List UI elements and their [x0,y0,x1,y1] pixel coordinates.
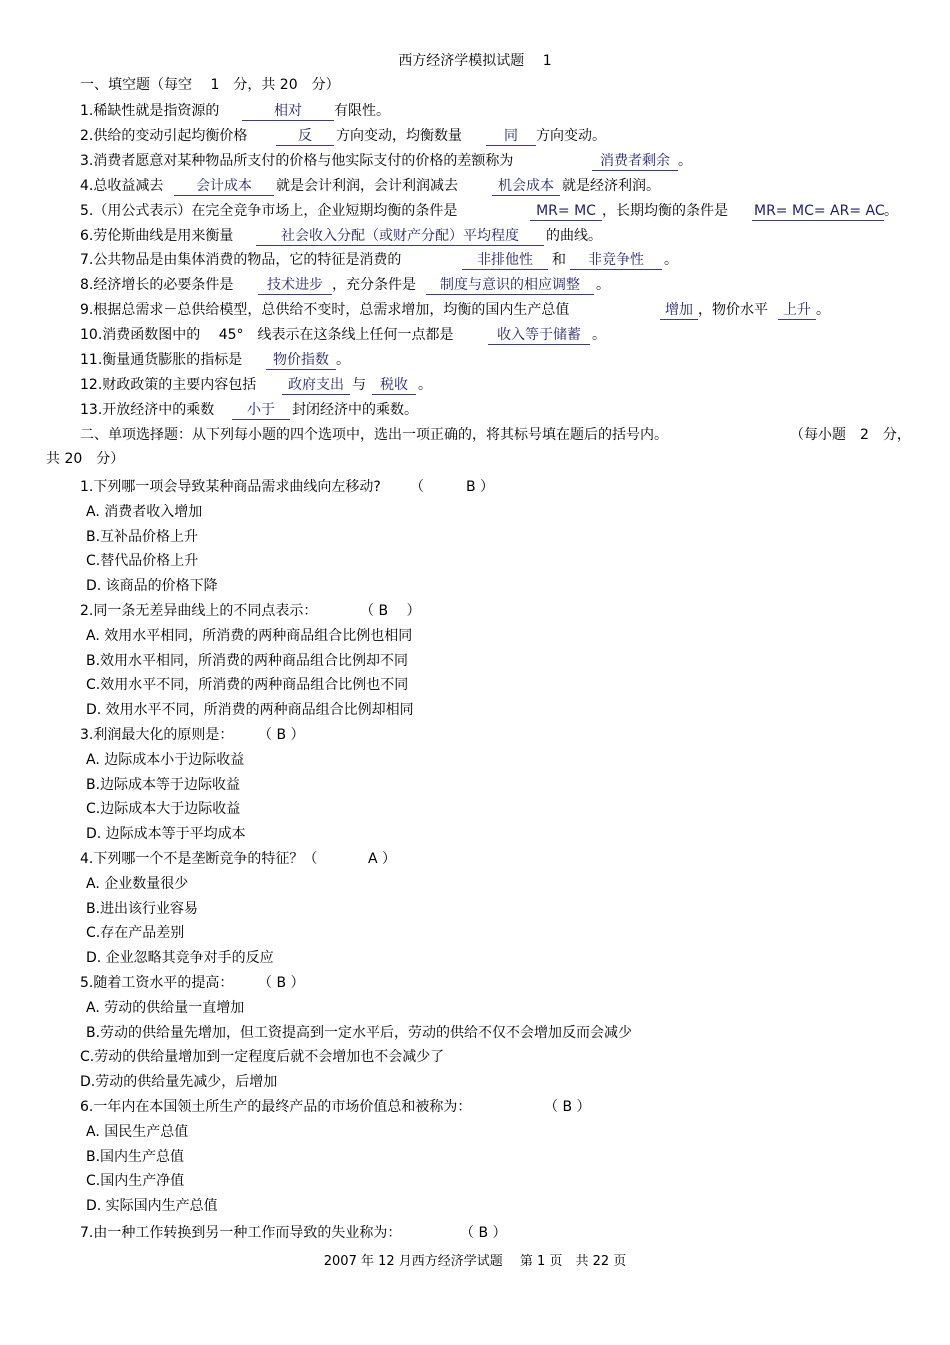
question-text: 7.由一种工作转换到另一种工作而导致的失业称为： [80,1225,402,1241]
option: B.国内生产总值 [86,1149,185,1165]
answer-blank: 制度与意识的相应调整 [426,276,594,295]
question-answer: （ B ） [460,1225,507,1241]
option: C.边际成本大于边际收益 [86,801,241,817]
answer-blank: 同 [486,127,536,146]
option: A. 边际成本小于边际收益 [86,752,245,768]
question-answer: A ） [368,851,397,867]
answer-blank: 小于 [232,401,290,420]
question-answer: （ B ） [410,479,495,495]
section2-heading-right: （每小题 2 分， [790,427,911,443]
answer-blank: 收入等于储蓄 [488,326,590,345]
answer-blank: 非排他性 [462,251,548,270]
page-title: 西方经济学模拟试题 1 [398,53,552,69]
answer-blank: 反 [276,127,334,146]
option: A. 劳动的供给量一直增加 [86,1000,245,1016]
question-text: 1.下列哪一项会导致某种商品需求曲线向左移动? [80,479,381,495]
answer-blank: 相对 [242,102,334,121]
question-text: 4.下列哪一个不是垄断竞争的特征？（ [80,851,318,867]
option: A. 国民生产总值 [86,1124,189,1140]
option: C.劳动的供给量增加到一定程度后就不会增加也不会减少了 [80,1049,445,1065]
question-answer: （ B ） [258,727,305,743]
option: A. 企业数量很少 [86,876,189,892]
answer-blank: 上升 [778,301,816,320]
option: B.互补品价格上升 [86,529,199,545]
answer-blank: 税收 [372,376,416,395]
answer-blank: 消费者剩余 [592,152,678,171]
answer-blank: 会计成本 [174,177,274,196]
answer-blank: 物价指数 [266,351,336,370]
option: B.劳动的供给量先增加，但工资提高到一定水平后，劳动的供给不仅不会增加反而会减少 [86,1025,633,1041]
option: C.效用水平不同，所消费的两种商品组合比例也不同 [86,677,409,693]
question-text: 6.一年内在本国领土所生产的最终产品的市场价值总和被称为： [80,1099,472,1115]
question-text: 3.利润最大化的原则是： [80,727,234,743]
answer-blank: 技术进步 [258,276,332,295]
question-answer: （ B ） [258,975,305,991]
answer-blank: MR= MC= AR= AC [754,203,885,219]
answer-blank: MR= MC [530,202,602,221]
option: C.替代品价格上升 [86,553,199,569]
section2-heading: 二、单项选择题：从下列每小题的四个选项中，选出一项正确的，将其标号填在题后的括号内。 [80,427,668,443]
option: D. 实际国内生产总值 [86,1198,218,1214]
section1-heading: 一、填空题（每空 1 分，共 20 分） [80,77,340,93]
option: D.劳动的供给量先减少，后增加 [80,1074,278,1090]
option: B.边际成本等于边际收益 [86,777,241,793]
exam-page: 西方经济学模拟试题 1 一、填空题（每空 1 分，共 20 分） 1.稀缺性就是指资源的 相对 有限性。 2.供给的变动引起均衡价格 反 方向变动，均衡数量 同 方向变动。 3.消费者愿意对某种物品所支付的价格与他实际支付的价格的差额称为 消费者剩余 。 4.总收益减去 会计成本 就是会计利润，会计利润减去 机会成本 就是经济利润。 5.（用公式表示）在完全竞争市场上，企业短期均衡的条件是 MR= MC ，长期均衡的条件是 MR= MC= AR= AC 。 6.劳伦斯曲线是用来衡量 社会收入分配（或财产分配）平均程度 的曲线。 7.公共物品是由集体消费的物品，它的特征是消费的 非排他性 和 非竞争性 。 8.经济增长的必要条件是 技术进步 ，充分条件是 制度与意识的相应调整 。 9.根据总需求－总供给模型，总供给不变时，总需求增加，均衡的国内生产总值 增加 ，物价水平 上升 。 10.消费函数图中的 45° 线表示在这条线上任何一点都是 收入等于储蓄 。 11.衡量通货膨胀的指标是 物价指数 。 12.财政政策的主要内容包括 政府支出 与 税收 。 13.开放经济中的乘数 小于 封闭经济中的乘数。 二、单项选择题：从下列每小题的四个选项中，选出一项正确的，将其标号填在题后的括号内。 （每小题 2 分， 共 20 分） 1.下列哪一项会导致某种商品需求曲线向左移动? （ B ） A. 消费者收入增加 B.互补品价格上升 C.替代品价格上升 D. 该商品的价格下降 2.同一条无差异曲线上的不同点表示： （ B ） A. 效用水平相同，所消费的两种商品组合比例也相同 B.效用水平相同，所消费的两种商品组合比例却不同 C.效用水平不同，所消费的两种商品组合比例也不同 D. 效用水平不同，所消费的两种商品组合比例却相同 3.利润最大化的原则是： （ B ） A. 边际成本小于边际收益 B.边际成本等于边际收益 C.边际成本大于边际收益 D. 边际成本等于平均成本 4.下列哪一个不是垄断竞争的特征？（ A ） A. 企业数量很少 B.进出该行业容易 C.存在产品差别 D. 企业忽略其竞争对手的反应 5.随着工资水平的提高： （ B ） A. 劳动的供给量一直增加 B.劳动的供给量先增加，但工资提高到一定水平后，劳动的供给不仅不会增加反而会减少 C.劳动的供给量增加到一定程度后就不会增加也不会减少了 D.劳动的供给量先减少，后增加 6.一年内在本国领土所生产的最终产品的市场价值总和被称为： （ B ） A. 国民生产总值 B.国内生产总值 C.国内生产净值 D. 实际国内生产总值 7.由一种工作转换到另一种工作而导致的失业称为： （ B ） 2007 年 12 月西方经济学试题 第 1 页 共 22 页 [0,0,950,1345]
option: D. 企业忽略其竞争对手的反应 [86,950,274,966]
answer-blank: 政府支出 [282,376,350,395]
answer-blank: 增加 [660,301,698,320]
section2-heading-cont: 共 20 分） [46,451,125,467]
answer-blank: 机会成本 [492,177,560,196]
option: C.国内生产净值 [86,1173,185,1189]
question-answer: （ B ） [360,603,421,619]
option: B.效用水平相同，所消费的两种商品组合比例却不同 [86,653,409,669]
option: A. 消费者收入增加 [86,504,203,520]
option: C.存在产品差别 [86,925,185,941]
option: B.进出该行业容易 [86,901,199,917]
answer-blank: 社会收入分配（或财产分配）平均程度 [256,227,544,246]
question-text: 2.同一条无差异曲线上的不同点表示： [80,603,318,619]
page-footer: 2007 年 12 月西方经济学试题 第 1 页 共 22 页 [323,1254,627,1269]
option: A. 效用水平相同，所消费的两种商品组合比例也相同 [86,628,413,644]
option: D. 该商品的价格下降 [86,578,218,594]
option: D. 边际成本等于平均成本 [86,826,246,842]
question-answer: （ B ） [544,1099,591,1115]
question-text: 5.随着工资水平的提高： [80,975,234,991]
answer-blank: 非竞争性 [570,251,662,270]
option: D. 效用水平不同，所消费的两种商品组合比例却相同 [86,702,414,718]
